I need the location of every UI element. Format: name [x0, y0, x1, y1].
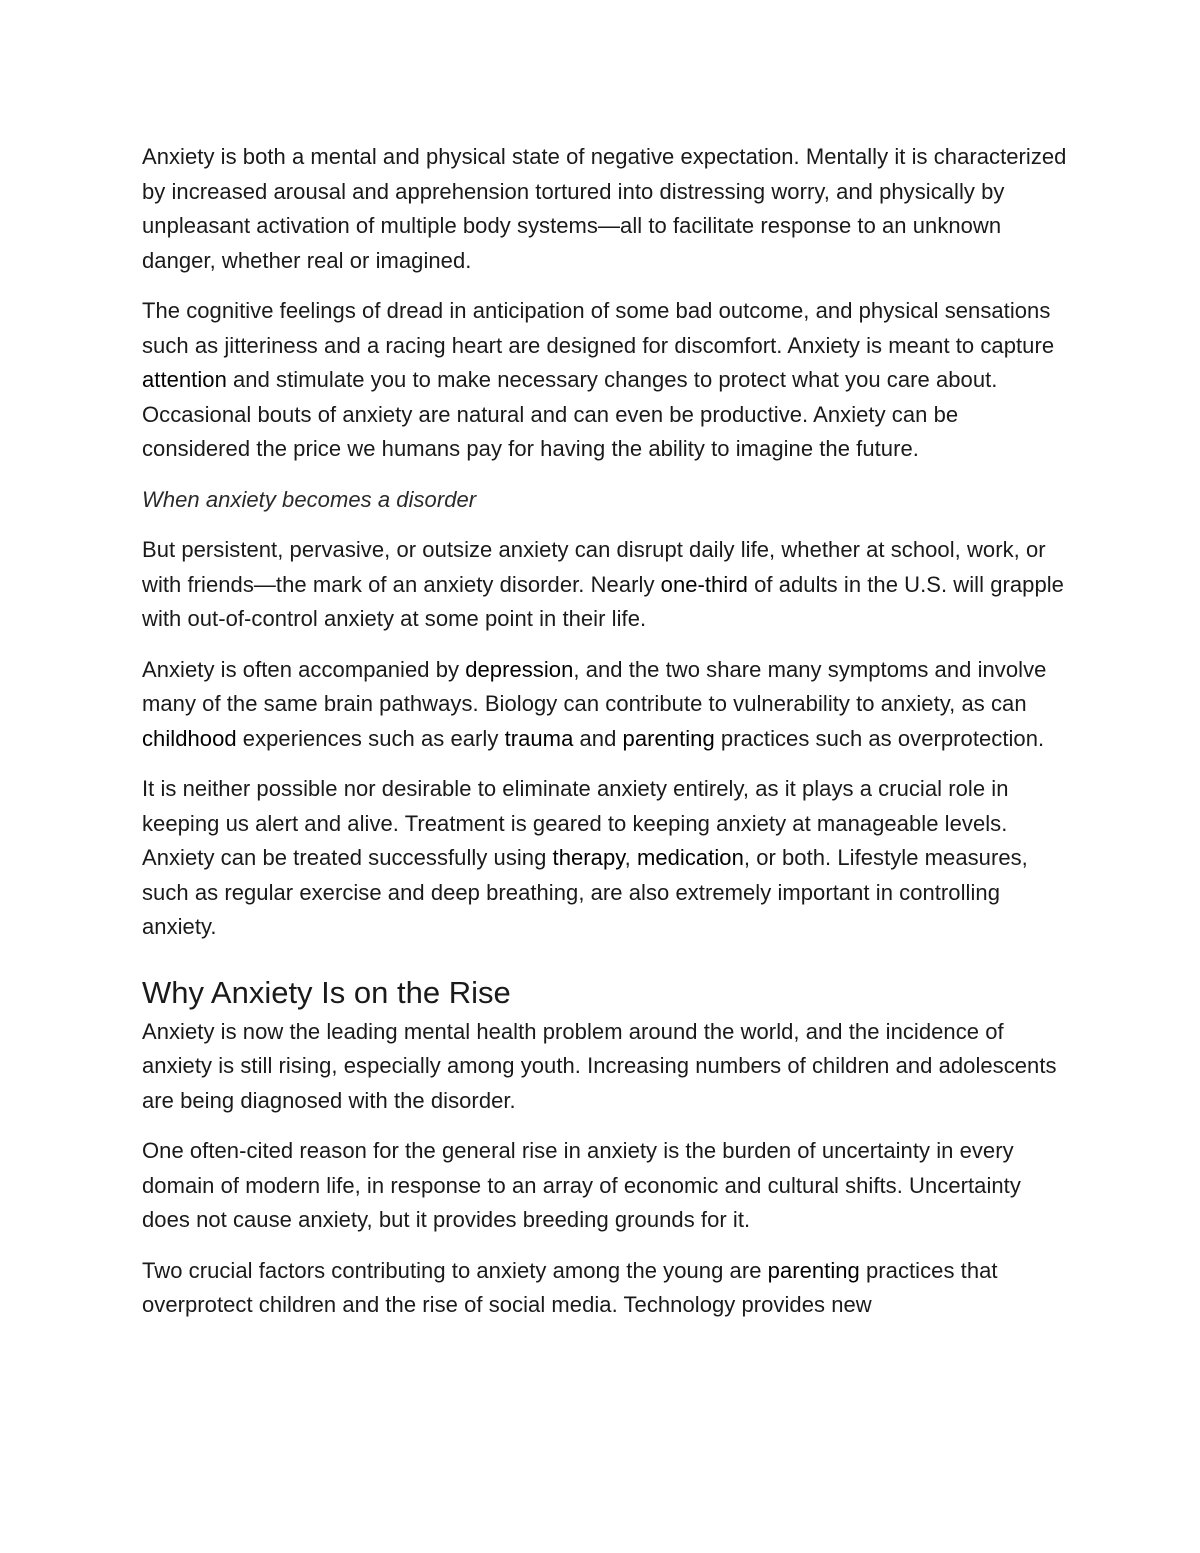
text-segment: practices such as overprotection.	[714, 725, 1045, 751]
link-one-third[interactable]: one-third	[660, 571, 748, 597]
text-segment: experiences such as early	[236, 725, 505, 751]
link-parenting[interactable]: parenting	[622, 725, 715, 751]
link-childhood[interactable]: childhood	[142, 725, 237, 751]
link-depression[interactable]: depression	[465, 656, 574, 682]
paragraph-intro: Anxiety is both a mental and physical state of negative expectation. Mentally it is characterized by increased arousal and apprehension tortured into distressing worry, and physically by unpleasant activation of multiple body systems—all to facilitate response to an unknown danger, whether real or imagined.	[142, 144, 1067, 273]
paragraph-leading-problem: Anxiety is now the leading mental health problem around the world, and the incidence of anxiety is still rising, especially among youth. Increasing numbers of children and adolescents are being diagnosed with the disorder.	[142, 1018, 1057, 1113]
text-segment: and	[573, 725, 623, 751]
text-segment: and stimulate you to make necessary changes to protect what you care about. Occasional bouts of anxiety are natural and can even be productive. Anxiety can be considered the price we humans pay for having the ability to imagine the future.	[142, 367, 998, 461]
link-medication[interactable]: medication	[636, 845, 744, 870]
text-segment: practices that overprotect children and the rise of social media. Technology provides new	[142, 1257, 998, 1317]
paragraph-disorder	[142, 533, 1072, 637]
paragraph-young-factors	[142, 1254, 1072, 1323]
section-heading-rise: Why Anxiety Is on the Rise	[142, 974, 511, 1010]
text-segment: of adults in the U.S. will grapple with out-of-control anxiety at some point in their life.	[142, 571, 1064, 631]
text-segment: The cognitive feelings of dread in anticipation of some bad outcome, and physical sensations such as jitteriness and a racing heart are designed for discomfort. Anxiety is meant to capture	[142, 298, 1055, 358]
link-attention[interactable]: attention	[142, 367, 227, 392]
paragraph-depression	[142, 653, 1072, 757]
link-parenting-2[interactable]: parenting	[767, 1257, 860, 1283]
link-trauma[interactable]: trauma	[504, 725, 574, 751]
text-segment: ,	[624, 845, 637, 870]
text-segment: Two crucial factors contributing to anxiety among the young are	[142, 1257, 768, 1283]
text-segment: , or both. Lifestyle measures, such as regular exercise and deep breathing, are also extremely important in controlling anxiety.	[142, 845, 1028, 939]
text-segment: It is neither possible nor desirable to eliminate anxiety entirely, as it plays a crucial role in keeping us alert and alive. Treatment is geared to keeping anxiety at manageable levels. Anxiety can be treated successfully using	[142, 776, 1009, 870]
document-page	[142, 140, 1072, 1339]
paragraph-treatment	[142, 772, 1072, 945]
subheading-disorder: When anxiety becomes a disorder	[142, 486, 477, 512]
text-segment: , and the two share many symptoms and involve many of the same brain pathways. Biology can contribute to vulnerability to anxiety, as can	[142, 656, 1047, 716]
paragraph-anxiety-purpose	[142, 294, 1072, 467]
link-therapy[interactable]: therapy	[552, 845, 625, 870]
text-segment: Anxiety is often accompanied by	[142, 656, 466, 682]
text-segment: But persistent, pervasive, or outsize anxiety can disrupt daily life, whether at school, work, or with friends—the mark of an anxiety disorder. Nearly	[142, 537, 1046, 597]
paragraph-uncertainty: One often-cited reason for the general rise in anxiety is the burden of uncertainty in every domain of modern life, in response to an array of economic and cultural shifts. Uncertainty does not cause anxiety, but it provides breeding grounds for it.	[142, 1138, 1021, 1232]
